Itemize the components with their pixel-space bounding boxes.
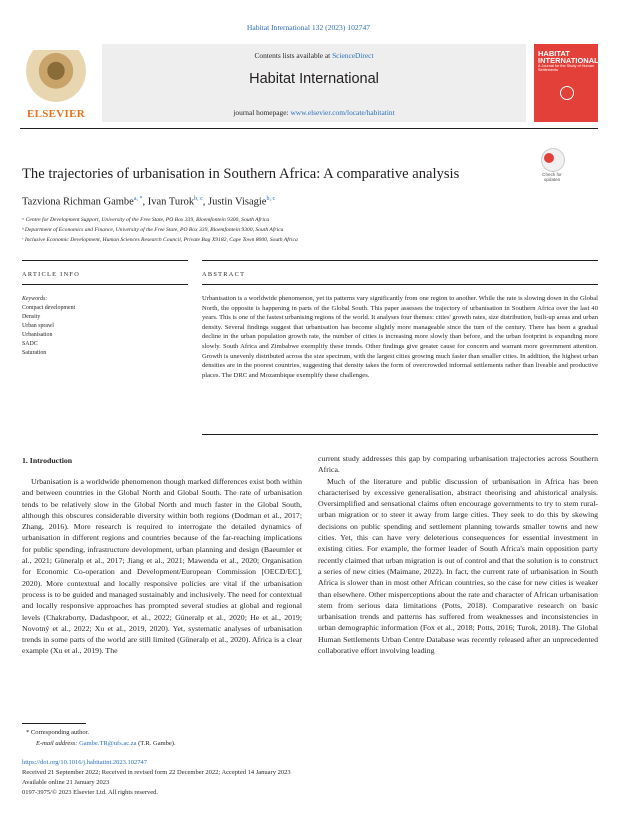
author-list: Tazviona Richman Gambe$^{a, *}$, Ivan Turok$^{b, c}$, Justin Visagie$^{b, c}$ [22,196,276,208]
keywords-label: Keywords: [22,296,48,302]
author-name[interactable]: Justin Visagie [208,196,267,208]
keyword: Compact development [22,305,76,311]
publisher-name: ELSEVIER [26,108,86,120]
body-right-column [318,453,598,656]
check-updates-label: Check for updates [542,172,562,182]
abstract-subrule [202,284,598,285]
homepage-prefix: journal homepage: [233,108,291,117]
doi-text[interactable]: https://doi.org/10.1016/j.habitatint.2023.102747 [22,759,148,766]
journal-title: Habitat International [249,71,379,87]
author-name[interactable]: Tazviona Richman Gambe [22,196,134,208]
abstract-bottom-rule [202,434,598,435]
masthead [20,44,598,122]
section-heading: 1. Introduction [22,456,73,465]
body-paragraph: Much of the literature and public discussion of urbanisation in Africa has been characterised by excessive generalisation, abstract theorising and ahistorical analysis. Oversimplified and sensational claims often encourage governments to try to stem rural-urban migration or to steer it away from large cities. They seek to do this by skewing decisions on public spending and settlement planning towards smaller towns and new cities. Yet, this can have very deleterious consequences for essential investment in existing cities. For example, the former leader of South Africa's main opposition party recently claimed that urban migration is out of control and that the solution is to construct a series of new cities (Maimane, 2022). In fact, the current rate of urbanisation in South Africa is slower than in most other African countries, so the case for new cities is weaker than elsewhere. Other misperceptions about the rate and character of African urbanisation stem from serious data limitations (Potts, 2018). Comparative research on basic urbanisation trends and patterns has suffered from weaknesses and inconsistencies in urban demographic information (Fox et al., 2018; Potts, 2016; Turok, 2018). The Global Human Settlements Urban Centre Database was recently released after an unprecedented collaborative effort involving leading [318,476,598,656]
email-link[interactable]: Gambe.TR@ufs.ac.za [79,740,137,747]
globe-icon [560,86,574,100]
sciencedirect-link[interactable]: ScienceDirect [332,51,374,60]
journal-banner [102,44,526,122]
footnote-rule [22,723,86,724]
keyword: Saturation [22,350,47,356]
online-date: Available online 21 January 2023 [22,779,110,786]
check-updates-bookmark-icon [544,153,554,163]
keyword: Urban sprawl [22,323,54,329]
contents-line [102,51,526,60]
author-affil-sup[interactable]: a, * [133,196,143,202]
affiliation: ᵃ Centre for Development Support, University of the Free State, PO Box 339, Bloemfontein 9300, South Africa [22,217,270,223]
body-paragraph: Urbanisation is a worldwide phenomenon though marked differences exist both within and between countries in the Global North and Global South. The rate of urbanisation tends to be relatively slow in the Global North and much faster in the Global South, although this obscures considerable diversity within both regions (Dodman et al., 2017; Zhang, 2016). More research is required to interrogate the detailed dynamics of urbanisation in different regions and countries because of the far-reaching implications for public spending, infrastructure development, urban planning and design (Baeumler et al., 2021; Güneralp et al., 2017; Jiang et al., 2021; Mawenda et al., 2020; Organisation for Economic Co-operation and Development/European Commission [OECD/EC], 2020). More contextual and locally responsive policies are vital if the urbanisation process is to be guided and managed sustainably and inclusively. The need for contextual and locally responsive approaches has prompted several studies at global and regional levels (Chakraborty, Dadashpoor, et al., 2022; Güneralp et al., 2020; He et al., 2019; Novotný et al., 2022; Xu et al., 2019, 2020). Yet, systematic analyses of urbanisation trends in some parts of the world are still limited (Güneralp et al., 2020). Africa is a clear example (Xu et al., 2019). The [22,477,302,656]
cover-title: HABITAT INTERNATIONAL [538,49,599,65]
elsevier-tree-icon [26,50,86,102]
contents-prefix: Contents lists available at [254,51,333,60]
email-suffix: (T.R. Gambe). [136,740,176,747]
abstract-rule [202,260,598,261]
doi-link[interactable] [22,758,147,768]
keyword: Density [22,314,41,320]
received-dates: Received 21 September 2022; Received in revised form 22 December 2022; Accepted 14 January 2023 [22,769,291,776]
body-paragraph: current study addresses this gap by comparing urbanisation trajectories across Southern Africa. [318,454,598,475]
journal-reference[interactable]: Habitat International 132 (2023) 102747 [246,23,371,32]
homepage-link[interactable]: www.elsevier.com/locate/habitatint [290,108,395,117]
article-info-heading: ARTICLE INFO [22,271,81,278]
email-label: E-mail address: [36,740,80,747]
affiliation: ᵇ Department of Economics and Finance, University of the Free State, PO Box 339, Bloemfontein 9300, South Africa [22,227,284,233]
author-name[interactable]: Ivan Turok [147,196,195,208]
copyright: 0197-3975/© 2023 Elsevier Ltd. All rights reserved. [22,789,158,796]
homepage-line [102,108,526,117]
author-affil-sup[interactable]: b, c [266,196,276,202]
abstract-heading: ABSTRACT [202,271,246,278]
cover-subtitle: A Journal for the Study of Human Settlements [538,64,594,72]
header-rule [20,128,598,129]
keyword: SADC [22,341,38,347]
article-title: The trajectories of urbanisation in Southern Africa: A comparative analysis [22,166,460,182]
affiliation: ᶜ Inclusive Economic Development, Human Sciences Research Council, Private Bag X9182, Cape Town 8000, South Africa [22,237,298,243]
journal-cover[interactable] [534,44,598,122]
keyword: Urbanisation [22,332,53,338]
author-affil-sup[interactable]: b, c [194,196,203,202]
abstract-text: Urbanisation is a worldwide phenomenon, yet its patterns vary significantly from one region to another. While the rate is slowing down in the Global North, the opposite is happening in parts of the Global South. This paper assesses the trajectory of urbanisation in Southern Africa over the last 40 years. This is one of the fastest urbanising regions of the world. It analyses four themes: cities' growth rates, size distribution, built-up areas and urban density. Several findings suggest that urbanisation has become slightly more manageable since the turn of the century. There has been a gradual decline in the urban population growth rate, the number of cities is increasing more slowly than before, and the urban footprint is expanding more slowly. South Africa and Zimbabwe exemplify these trends. Other findings give greater cause for concern and warrant more government attention. Growth is unevenly distributed across the size spectrum, with the largest cities growing much faster than smaller cities. In addition, the highest urban densities are in the poorest countries, suggesting that density takes the form of overcrowded informal settlements rather than liveable and productive places. The DRC and Mozambique exemplify these challenges. [202,295,598,379]
article-info-rule [22,260,188,261]
corresponding-author-note: * Corresponding author. [26,729,90,736]
article-info-subrule [22,284,188,285]
elsevier-logo[interactable] [20,44,92,122]
body-left-column [22,476,302,657]
check-updates-badge[interactable] [537,148,567,184]
email-line [36,740,176,747]
